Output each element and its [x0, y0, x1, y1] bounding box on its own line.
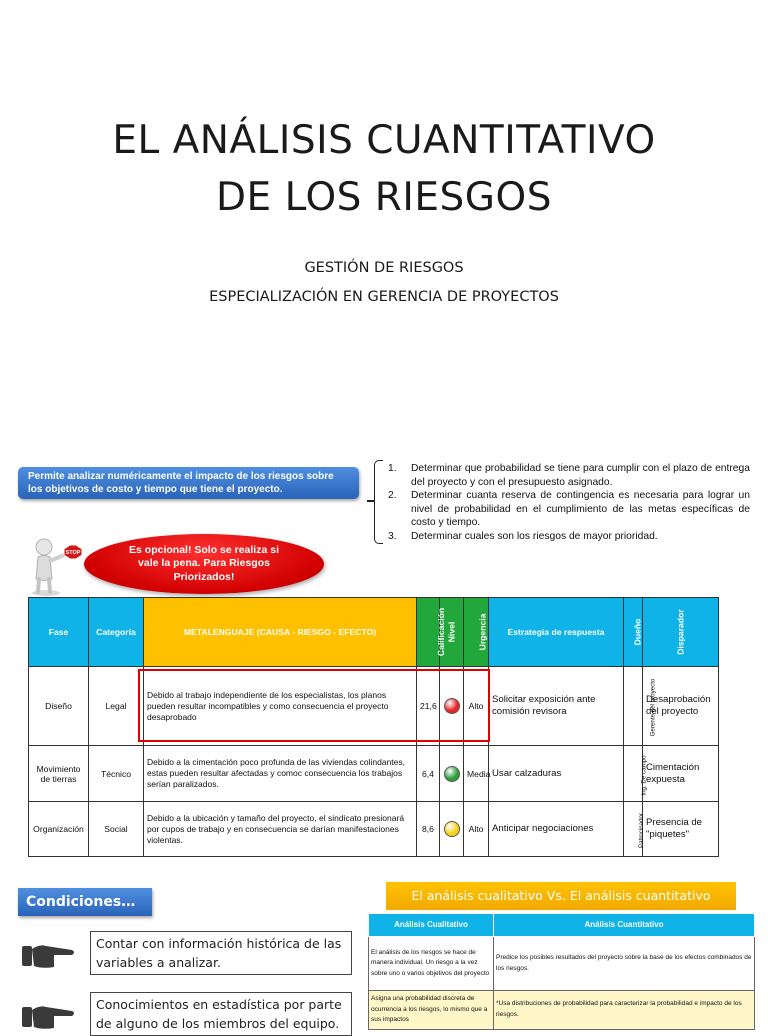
header-calificacion-label: Calificación [436, 607, 447, 657]
brace-icon [374, 460, 383, 544]
cell-estrategia: Solicitar exposición ante comisión revisora [489, 667, 624, 746]
table-row [29, 802, 719, 857]
objective-item [388, 489, 750, 530]
pointing-hand-icon [20, 940, 76, 970]
header-cualitativo: Análisis Cualitativo [369, 914, 494, 937]
level-dot-green-icon [444, 766, 460, 782]
cell-cuantitativo: Predice los posibles resultados del proyecto sobre la base de los efectos combinados de los riesgos. [494, 937, 755, 991]
comparison-title: El análisis cualitativo Vs. El análisis cuantitativo [386, 882, 736, 910]
header-metalenguaje: METALENGUAJE (CAUSA - RIESGO - EFECTO) [144, 598, 417, 667]
title-line-1: EL ANÁLISIS CUANTITATIVO [112, 118, 656, 163]
cell-cuantitativo: *Usa distribuciones de probabilidad para caracterizar la probabilidad e impacto de los riesgos. [494, 991, 755, 1030]
cell-cualitativo: Asigna una probabilidad discreta de ocurrencia a los riesgos, lo mismo que a sus impactos [369, 991, 494, 1030]
cell-calificacion: 8,6 [417, 802, 440, 857]
brace-tip [367, 500, 375, 502]
stop-figure-icon [30, 535, 88, 599]
optional-note-oval [84, 534, 324, 594]
cell-nivel [440, 746, 464, 802]
cell-descripcion: Debido a la ubicación y tamaño del proyecto, el sindicato presionará por cupos de trabajo y en consecuencia se darían manifestaciones violentas. [144, 802, 417, 857]
header-urgencia [464, 598, 489, 667]
header-urgencia-label: Urgencia [477, 613, 488, 651]
optional-note-text: Es opcional! Solo se realiza si vale la pena. Para Riesgos Priorizados! [129, 543, 279, 583]
objective-text: Determinar cuanta reserva de contingencia es necesaria para lograr un nivel de probabilidad en el cumplimiento de las metas específicas de costo y tiempo. [411, 490, 750, 529]
level-dot-yellow-icon [444, 821, 460, 837]
cell-estrategia: Anticipar negociaciones [489, 802, 624, 857]
header-disparador [643, 598, 719, 667]
header-categoria: Categoría [89, 598, 144, 667]
cell-descripcion: Debido a la cimentación poco profunda de las viviendas colindantes, estas pueden resultar afectadas y comoc consecuencia los trabajos serían paralizados. [144, 746, 417, 802]
subtitle-line-2: ESPECIALIZACIÓN EN GERENCIA DE PROYECTOS [209, 289, 559, 305]
objectives-list [388, 462, 750, 544]
condition-item-2: Conocimientos en estadística por parte de alguno de los miembros del equipo. [90, 992, 352, 1036]
table-header-row [29, 598, 719, 667]
cell-urgencia: Alto [464, 667, 489, 746]
header-nivel-label: Nivel [446, 621, 457, 643]
cell-dueno [624, 802, 646, 857]
objective-item [388, 530, 750, 544]
highlight-rectangle [138, 669, 490, 742]
cell-categoria: Legal [89, 667, 144, 746]
cell-fase: Organización [29, 802, 89, 857]
cell-descripcion: Debido al trabajo independiente de los especialistas, los planos pueden resultar incompatibles y como consecuencia el proyecto desaprobado [144, 667, 417, 746]
header-disparador-label: Disparador [675, 609, 686, 655]
table-row [369, 937, 755, 991]
header-fase: Fase [29, 598, 89, 667]
cell-disparador: Presencia de "piquetes" [643, 802, 719, 857]
condition-item-1: Contar con información histórica de las variables a analizar. [90, 931, 352, 975]
header-dueno-label: Dueño [632, 618, 643, 646]
cell-categoria: Técnico [89, 746, 144, 802]
cell-fase: Diseño [29, 667, 89, 746]
cell-cualitativo: El análisis de los riesgos se hace de manera individual. Un riesgo a la vez sobre uno o varios objetivos del proyecto [369, 937, 494, 991]
owner-label: Patrocinador [638, 812, 646, 849]
objective-number: 2. [388, 490, 397, 502]
cell-urgencia: Alto [464, 802, 489, 857]
objective-number: 3. [388, 530, 397, 542]
cell-calificacion: 21,6 [417, 667, 440, 746]
owner-label: Gerente del proyecto [649, 678, 657, 737]
cell-estrategia: Usar calzaduras [489, 746, 624, 802]
definition-callout: Permite analizar numéricamente el impacto de los riesgos sobre los objetivos de costo y tiempo que tiene el proyecto. [18, 467, 359, 499]
comparison-header-row [369, 914, 755, 937]
subtitle-line-1: GESTIÓN DE RIESGOS [304, 260, 464, 276]
header-calificacion [417, 598, 447, 667]
cell-dueno [624, 667, 657, 746]
header-dueno [624, 598, 643, 667]
stop-sign-text: STOP [65, 550, 81, 556]
pointing-hand-icon [20, 1001, 76, 1031]
objective-text: Determinar cuales son los riesgos de mayor prioridad. [411, 530, 658, 542]
header-estrategia: Estrategia de respuesta [489, 598, 624, 667]
cell-urgencia: Media [464, 746, 489, 802]
objective-text: Determinar que probabilidad se tiene para cumplir con el plazo de entrega del proyecto y con el presupuesto asignado. [411, 463, 750, 488]
cell-fase: Movimiento de tierras [29, 746, 89, 802]
objective-number: 1. [388, 463, 397, 474]
cell-nivel [440, 802, 464, 857]
owner-label: Ing. De campo [640, 754, 648, 796]
title-line-2: DE LOS RIESGOS [216, 175, 552, 220]
cell-disparador: Cimentación expuesta [643, 746, 719, 802]
objective-item [388, 462, 750, 489]
conditions-title: Condiciones… [18, 888, 152, 916]
comparison-table [368, 913, 755, 1030]
cell-categoria: Social [89, 802, 144, 857]
cell-dueno [624, 746, 648, 802]
cell-disparador: Desaprobación del proyecto [643, 667, 719, 746]
header-cuantitativo: Análisis Cuantitativo [494, 914, 755, 937]
table-row [29, 746, 719, 802]
cell-calificacion: 6,4 [417, 746, 440, 802]
table-row [369, 991, 755, 1030]
slide-title [0, 112, 768, 226]
